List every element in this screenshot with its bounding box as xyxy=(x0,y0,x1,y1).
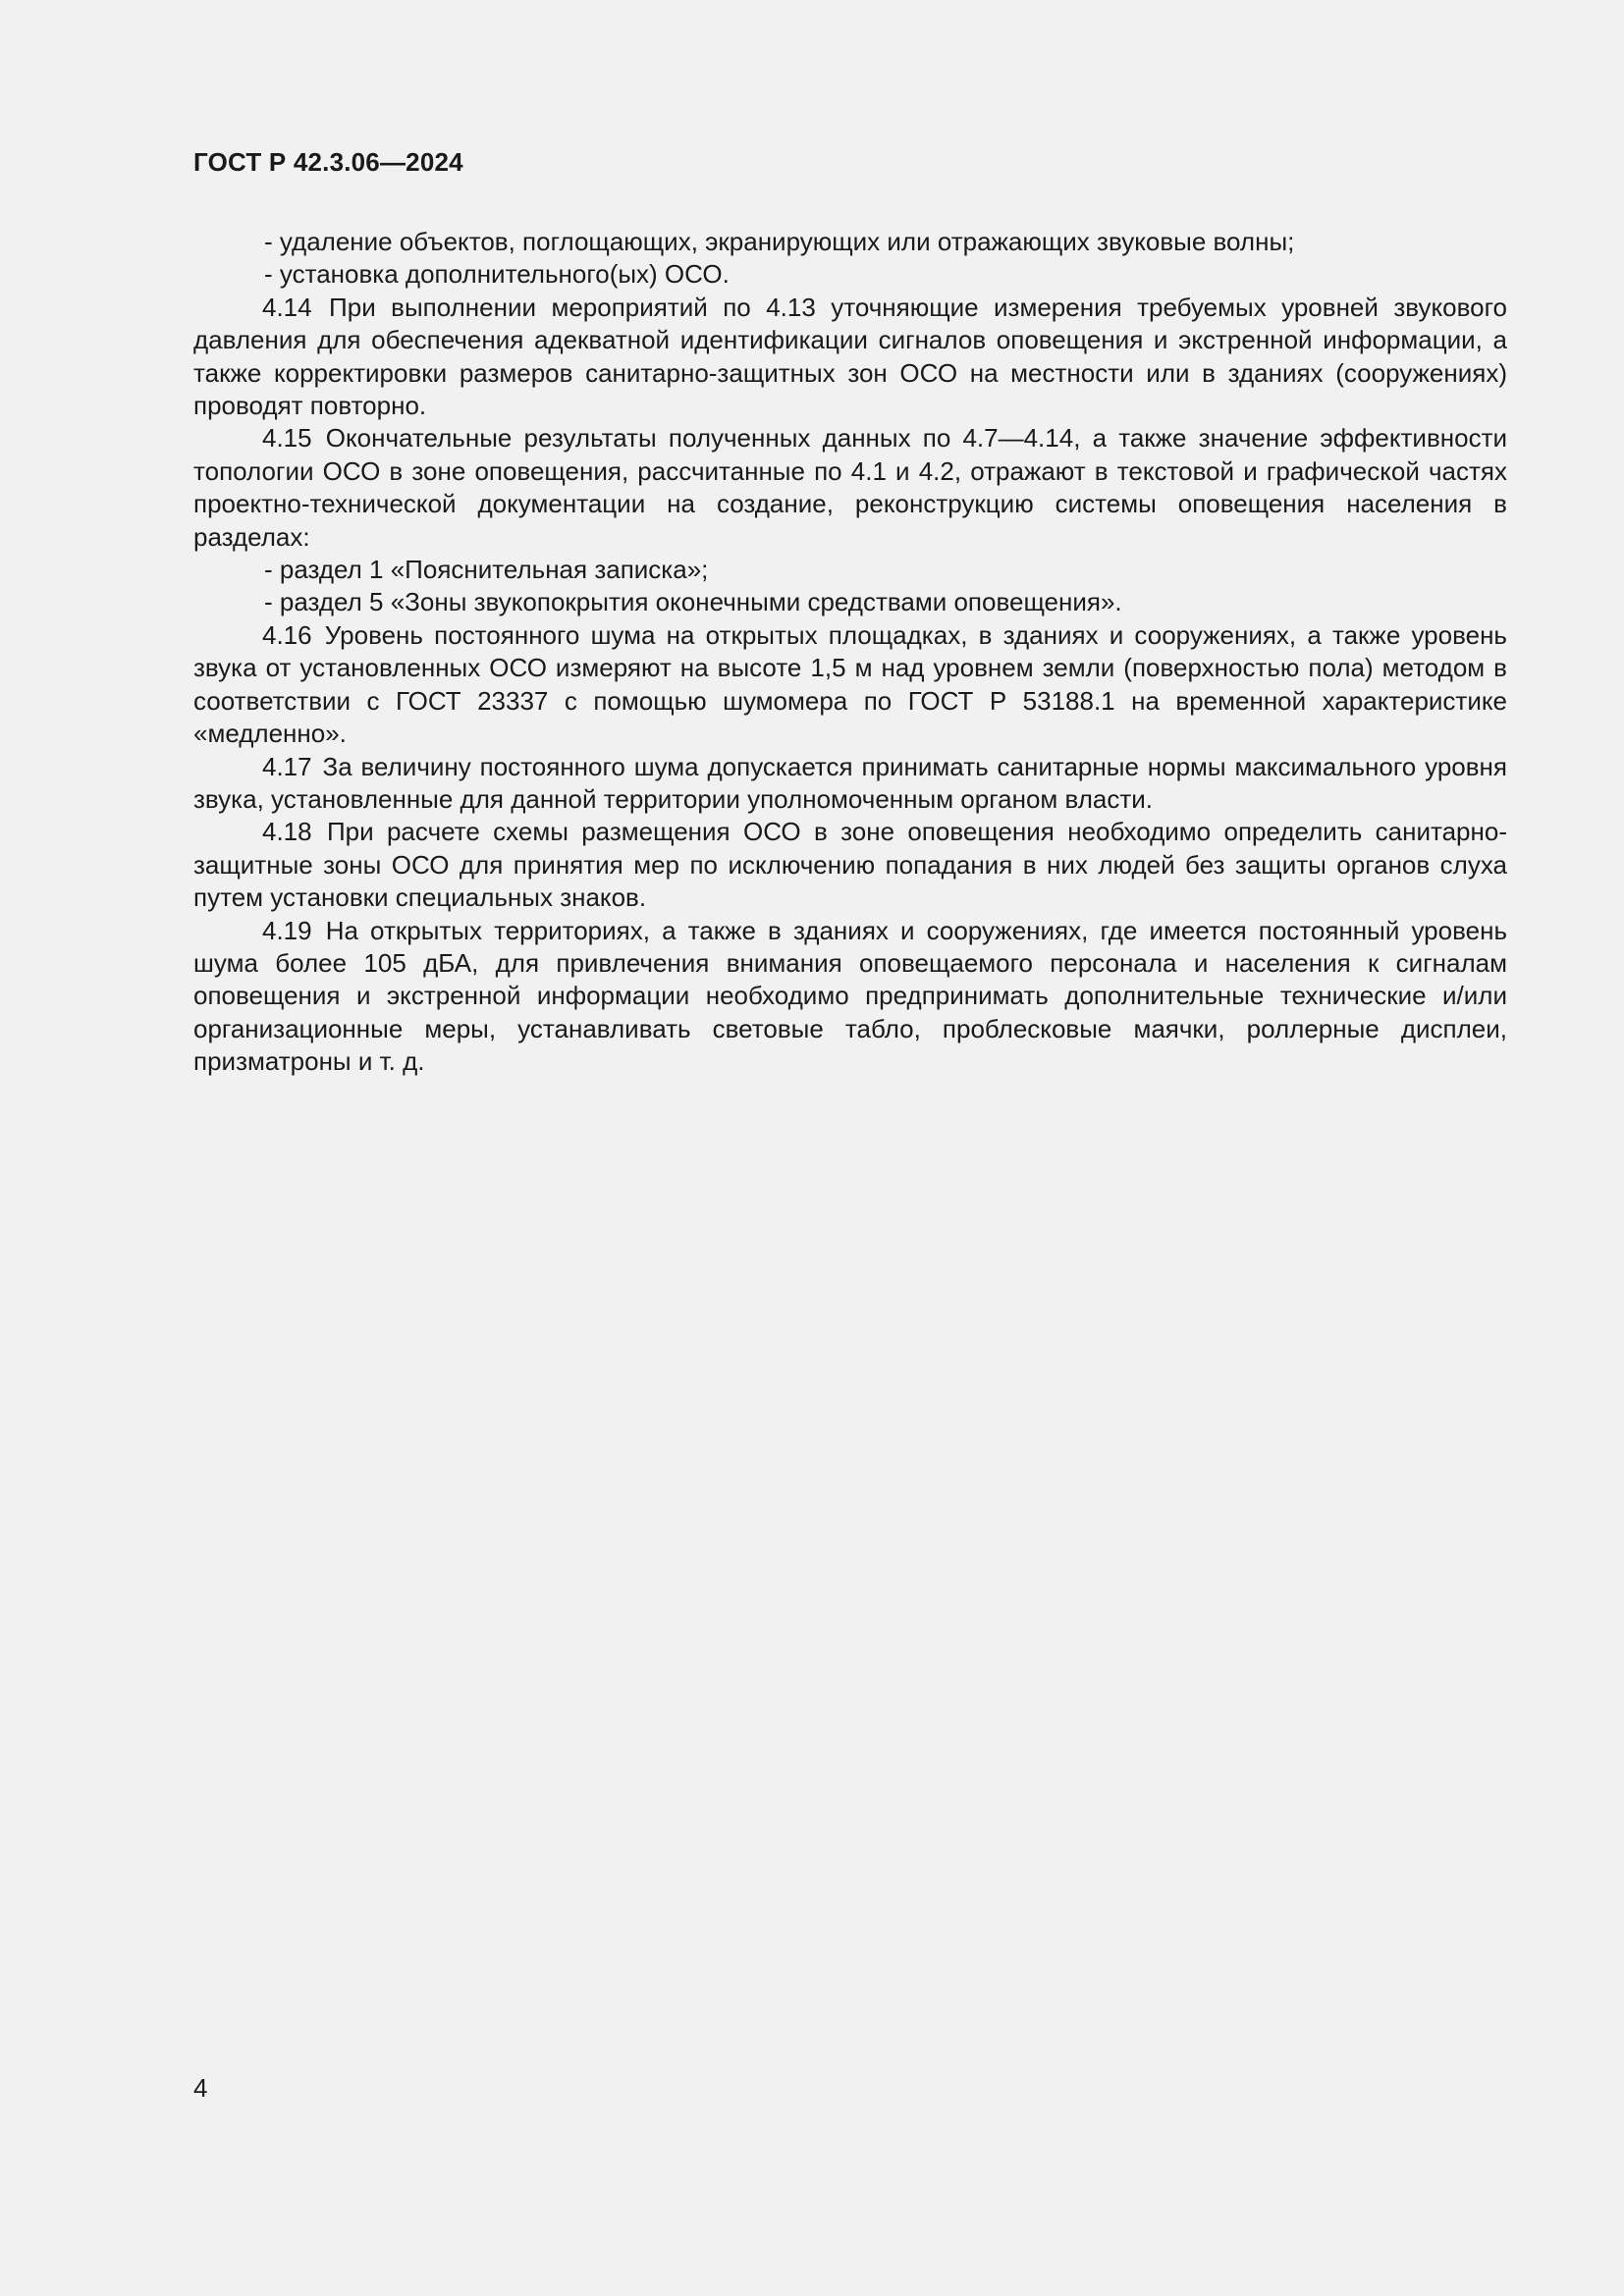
paragraph-text: - раздел 5 «Зоны звукопокрытия оконечными средствами оповещения». xyxy=(264,587,1122,617)
clause-4-18 xyxy=(193,816,1507,914)
clause-4-15 xyxy=(193,422,1507,554)
clause-number: 4.14 xyxy=(262,292,312,322)
paragraph-text: Окончательные результаты полученных данных по 4.7—4.14, а также значение эффективности топологии ОСО в зоне оповещения, рассчитанные по 4.1 и 4.2, отражают в текстовой и графической частях проектно-технической документации на создание, реконструкцию системы оповещения населения в разделах: xyxy=(193,423,1508,552)
clause-4-17 xyxy=(193,751,1507,817)
paragraph-text: За величину постоянного шума допускается принимать санитарные нормы максимального уровня звука, установленные для данной территории уполномоченным органом власти. xyxy=(193,751,1507,814)
document-body xyxy=(193,226,1507,1079)
list-item xyxy=(193,586,1507,618)
clause-number: 4.19 xyxy=(262,915,312,945)
clause-number: 4.18 xyxy=(262,817,312,847)
paragraph-text: - раздел 1 «Пояснительная записка»; xyxy=(264,555,709,585)
paragraph-text: При выполнении мероприятий по 4.13 уточняющие измерения требуемых уровней звукового давления для обеспечения адекватной идентификации сигналов оповещения и экстренной информации, а также корректировки размеров санитарно-защитных зон ОСО на местности или в зданиях (сооружениях) проводят повторно. xyxy=(193,292,1507,421)
page-number: 4 xyxy=(193,2073,208,2103)
clause-4-19 xyxy=(193,915,1507,1079)
paragraph-text: Уровень постоянного шума на открытых площадках, в зданиях и сооружениях, а также уровень звука от установленных ОСО измеряют на высоте 1,5 м над уровнем земли (поверхностью пола) методом в соответствии с ГОСТ 23337 с помощью шумомера по ГОСТ Р 53188.1 на временной характеристике «медленно». xyxy=(193,619,1507,749)
list-item xyxy=(193,226,1507,258)
paragraph-text: - удаление объектов, поглощающих, экранирующих или отражающих звуковые волны; xyxy=(264,227,1295,256)
list-item xyxy=(193,554,1507,586)
paragraph-text: При расчете схемы размещения ОСО в зоне оповещения необходимо определить санитарно-защитные зоны ОСО для принятия мер по исключению попадания в них людей без защиты органов слуха путем установки специальных знаков. xyxy=(193,817,1507,913)
list-item xyxy=(193,258,1507,291)
paragraph-text: На открытых территориях, а также в зданиях и сооружениях, где имеется постоянный уровень шума более 105 дБА, для привлечения внимания оповещаемого персонала и населения к сигналам оповещения и экстренной информации необходимо предпринимать дополнительные технические и/или организационные меры, устанавливать световые табло, проблесковые маячки, роллерные дисплеи, призматроны и т. д. xyxy=(193,915,1507,1077)
clause-number: 4.15 xyxy=(262,423,312,454)
clause-4-16 xyxy=(193,619,1507,751)
clause-number: 4.16 xyxy=(262,619,312,650)
paragraph-text: - установка дополнительного(ых) ОСО. xyxy=(264,259,730,290)
clause-number: 4.17 xyxy=(262,751,312,781)
clause-4-14 xyxy=(193,292,1507,423)
document-header: ГОСТ Р 42.3.06—2024 xyxy=(193,147,463,177)
